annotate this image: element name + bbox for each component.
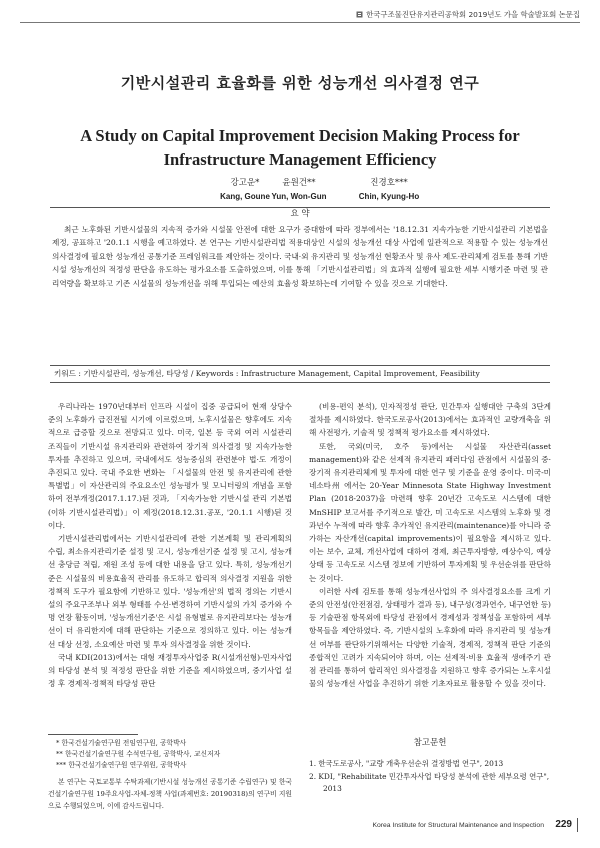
keywords: 키워드 : 기반시설관리, 성능개선, 타당성 / Keywords : Infrastructure Management, Capital Improvement, Feasibility (50, 365, 550, 383)
journal-name: 한국구조물진단유지관리공학회 2019년도 가을 학술발표회 논문집 (366, 10, 580, 19)
body-paragraph: (비용-편익 분석), 민자적정성 판단, 민간투자 실행대안 구축의 3단계 절차를 제시하였다. 한국도로공사(2013)에서는 효과적인 교량개축을 위해 사전평가, 기술적 및 정책적 평가요소를 제시하였다. (309, 402, 551, 438)
author-english-name: Yun, Won-Gun (271, 192, 327, 201)
footer-divider (577, 818, 578, 832)
header-divider (20, 22, 580, 23)
author-korean-name: 강고운* (230, 178, 260, 188)
running-header (356, 9, 580, 20)
document-icon (356, 11, 363, 18)
author-korean-name: 진경호*** (370, 178, 408, 188)
footnote-divider (48, 734, 138, 735)
footer-institute: Korea Institute for Structural Maintenance and Inspection (372, 822, 544, 829)
references-list (309, 758, 551, 796)
body-right-column (309, 400, 551, 690)
author-korean-name: 윤원건** (282, 178, 316, 188)
footnote: * 한국건설기술연구원 전임연구원, 공학박사 (56, 739, 187, 747)
author-english-name: Chin, Kyung-Ho (358, 192, 420, 201)
references-heading: 참고문헌 (413, 738, 447, 748)
author-english-name: Kang, Goune (220, 192, 270, 201)
body-paragraph: 기반시설관리법에서는 기반시설관리에 관한 기본계획 및 관리계획의 수립, 최소유지관리기준 설정 및 고시, 성능개선기준 설정 및 고시, 성능개선 충당금 적립, 재원 조성 등에 대한 내용을 담고 있다. 특히, 성능개선기준은 시설물의 비용효율적 관리를 유도하고 합리적 의사결정 지원을 위한 정책적 도구가 필요함에 기반하고 있다. '성능개선'의 법적 정의는 기반시설의 주요구조부나 외부 형태를 수선·변경하여 기반시설의 가치 증가와 수명 연장 활동이며, '성능개선기준'은 시설 유형별로 유지관리보다는 성능개선이 더 유리한지에 대해 판단하는 기준으로 정의하고 있다. 이는 성능개선 대상 선정, 소요예산 마련 및 투자 의사결정을 위한 것이다. (48, 534, 292, 649)
abstract-body: 최근 노후화된 기반시설물의 지속적 증가와 시설물 안전에 대한 요구가 증대함에 따라 정부에서는 '18.12.31 지속가능한 기반시설관리 기본법을 제정, 공표하고 '20.1.1 시행을 예고하였다. 본 연구는 기반시설관리법 적용대상인 시설의 성능개선 대상 사업에 일관적으로 적용할 수 있는 성능개선 의사결정에 필요한 성능개선 공통기준 프레임워크를 제안하는 것이다. 국내·외 유지관리 및 성능개선 현황조사 및 유사 제도·관리체계 검토를 통해 기반시설 성능개선의 적정성 판단을 유도하는 평가요소를 도출하였으며, 이를 통해 「기반시설관리법」의 효과적 실행에 필요한 세부 시행기준 마련 및 관리역량을 확보하고 기존 시설물의 성능개선을 위해 투입되는 예산의 효율성 확보하는데 기여할 수 있을 것으로 기대한다. (52, 225, 548, 288)
abstract-heading: 요 약 (290, 209, 310, 219)
reference-item: 1. 한국도로공사, "교량 개축우선순위 결정방법 연구", 2013 (309, 759, 504, 768)
korean-title: 기반시설관리 효율화를 위한 성능개선 의사결정 연구 (120, 74, 480, 92)
footnote: *** 한국건설기술연구원 연구위원, 공학박사 (56, 761, 187, 769)
body-paragraph: 국내 KDI(2013)에서는 대형 재정투자사업중 R(시설개선형)-민자사업의 타당성 분석 및 적정성 판단을 위한 기준을 제시하였으며, 중기사업 설정 후 경제적·정책적 타당성 판단 (48, 652, 292, 689)
body-paragraph: 또한, 국외(미국, 호주 등)에서는 시설물 자산관리(asset management)와 같은 선제적 유지관리 패러다임 관점에서 시설물의 중·장기적 유지관리체계 및 투자에 대한 연구 및 기준을 운영 중이다. 미국-미네소타州 에서는 20-Year Minnesota State Highway Investment Plan (2018-2037)을 마련해 향후 20년간 고속도로 시스템에 대한 MnSHIP 보고서를 주기적으로 발간, 미 고속도로 시스템의 노후화 및 경과년수 누적에 따라 향후 추가적인 유지관리(maintenance)를 아니라 증가하는 자산개선(capital improvements)이 필요함을 제시하고 있다. 이는 보수, 교체, 개선사업에 대하여 경제, 최근투자방향, 예상수익, 예상상태 등 고속도로 시스템 정보에 기반하여 투자계획 및 우선순위를 판단하는 것이다. (309, 441, 551, 583)
body-left-column (48, 400, 292, 690)
funding-acknowledgement: 본 연구는 국토교통부 수탁과제(기반시설 성능개선 공통기준 수립연구) 및 한국건설기술연구원 19주요사업-자체-정책 사업(과제번호: 20190318)의 연구비 지원으로 수행되었으며, 이에 감사드립니다. (48, 778, 292, 810)
body-paragraph: 우리나라는 1970년대부터 인프라 시설이 집중 공급되어 현재 상당수준의 노후화가 급진전될 시기에 이르렀으며, 노후시설물은 향후에도 지속적으로 급증할 것으로 전망되고 있다. 미국, 일본 등 국외 여러 시설관리 조직들이 기반시설 유지관리와 관련하여 장기적 의사결정 및 지속가능한 투자를 추진하고 있으며, 국내에서도 성능중심의 관련분야 법·도 개정이 추진되고 있다. 국내 주요한 변화는 「시설물의 안전 및 유지관리에 관한 특별법」이 자산관리의 주요요소인 성능평가 및 모니터링의 개념을 포함하여 전부개정(2017.1.17.)된 것과, 「지속가능한 기반시설 관리 기본법(이하 기반시설관리법)」이 제정(2018.12.31.공포, '20.1.1 시행)된 것이다. (48, 402, 292, 530)
english-title: A Study on Capital Improvement Decision Making Process for Infrastructure Management Efficiency (80, 126, 520, 169)
footnotes (56, 738, 296, 771)
author-3 (334, 177, 444, 203)
page-number: 229 (555, 819, 572, 830)
reference-item: 2. KDI, "Rehabilitate 민간투자사업 타당성 분석에 관한 세부요령 연구", 2013 (309, 772, 550, 793)
footnote: ** 한국건설기술연구원 수석연구원, 공학박사, 교신저자 (56, 750, 221, 758)
body-paragraph: 이러한 사례 검토를 통해 성능개선사업의 주 의사결정요소를 크게 기준의 안전성(안전점검, 상태평가 결과 등), 내구성(경과연수, 내구연한 등) 등 기술판점 항목외에 타당성 관점에서 경제성과 정책성을 포함하여 세부 항목들을 제안하였다. 즉, 기반시설의 노후화에 따라 유지관리 및 성능개선 여부를 판단하기위해서는 다양한 기술적, 경제적, 정책적 판단 기준의 종합적인 고려가 지속되어야 하며, 이는 선제적·비용 효율적 생애주기 관점 관리를 통하여 합리적인 의사결정을 지원하고 향후 증가되는 노후시설물의 성능개선 사업을 추진하기 위한 기초자료로 활용할 수 있을 것이다. (309, 586, 551, 689)
